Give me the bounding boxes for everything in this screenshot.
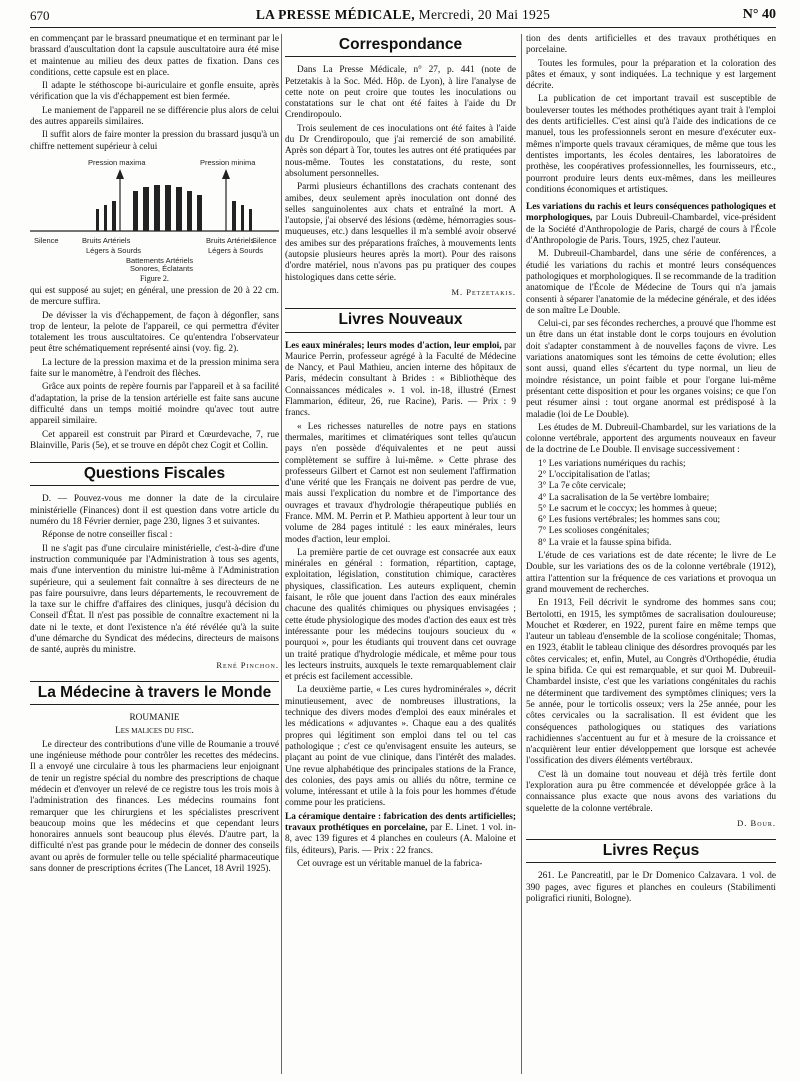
book-entry [285, 341, 516, 420]
variations-list [538, 459, 776, 549]
country-heading: ROUMANIE [129, 713, 180, 724]
book-title: Les eaux minérales; leurs modes d'action, leur emploi, [285, 340, 502, 351]
paragraph: La lecture de la pression maxima et de la pression minima sera faite sur le manomètre, à l'endroit des flèches. [30, 357, 279, 380]
book-details: par E. Linet. 1 vol. in-8, avec 139 figures et 4 planches en couleurs (A. Maloine et fils, éditeurs), Paris. — Prix : 22 francs. [285, 823, 516, 856]
label-pression-minima: Pression minima [200, 157, 256, 167]
book-title: Les variations du rachis et leurs conséquences pathologiques et morphologiques, [526, 202, 776, 224]
paragraph: C'est là un domaine tout nouveau et déjà très fertile dont l'exploration aura pu être commencée et développée grâce à la connaissance plus exacte que nous avons des variations du squelette de la colonne vertébrale. [526, 769, 776, 814]
book-entry [285, 812, 516, 857]
signature: René Pinchon. [216, 659, 279, 670]
paragraph: Grâce aux points de repère fournis par l'appareil et à sa facilité d'adaptation, la prise de la tension artérielle est faite sans aucune difficulté dans un temps moitié moindre qu'avec tout autre appareil similaire. [30, 382, 279, 427]
paragraph: De dévisser la vis d'échappement, de façon à dégonfler, sans trop de lenteur, la pelote de l'appareil, ce qui permettra d'éviter totalement les trous auscultatoires. Ce qu'entendra l'observateur peut être schématiquement représenté ainsi (voy. fig. 2). [30, 310, 279, 355]
section-title-livres-recus: Livres Reçus [526, 839, 776, 863]
list-item: 4° La sacralisation de la 5e vertèbre lombaire; [538, 492, 710, 503]
paragraph: Cet appareil est construit par Pirard et Cœurdevache, 7, rue Blainville, Paris (5e), et se trouve en dépôt chez Cogit et Collin. [30, 429, 279, 451]
paragraph: L'étude de ces variations est de date récente; le livre de Le Double, sur les variations des os de la colonne vertébrale (1912), attira l'attention sur la fréquence de ces variations et provoqua un grand mouvement de recherches. [526, 551, 776, 595]
label-silence-left: Silence [34, 235, 59, 245]
column-left [30, 34, 279, 1074]
column-divider [281, 34, 282, 1074]
label-bruits-left-sub: Légers à Sourds [86, 245, 142, 255]
paragraph: « Les richesses naturelles de notre pays en stations thermales, maritimes et climatériques sont telles qu'aucun pays n'en possède d'équivalentes et ne peut aussi complètement se suffire à lui-même. » Cette phrase des professeurs Gilbert et Carnot est non seulement l'affirmation d'une vérité que les Français ne doivent pas perdre de vue, mais aussi l'explication du nombre et de l'importance des ouvrages et travaux d'hydrologie thérapeutique publiés en France. MM. M. Perrin et P. Mathieu apportent à leur tour un volume de 284 pages intitulé : les eaux minérales, leurs modes d'action, leur emploi. [285, 421, 516, 545]
paragraph: en commençant par le brassard pneumatique et en terminant par le brassard d'auscultation dont la capsule auscultatoire aura été mise et maintenue au milieu des deux pattes de fixation. Dans ces conditions, cette capsule est en place. [30, 34, 279, 78]
issue-date: Mercredi, 20 Mai 1925 [418, 7, 551, 22]
column-divider [521, 34, 522, 1074]
paragraph: La publication de cet important travail est susceptible de bouleverser toutes les méthodes prothétiques ayant trait à l'emploi des dents artificielles. C'est ainsi qu'à l'aide des indications de ce manuel, tous les professionnels seront en mesure d'exécuter eux-mêmes n'importe quels travaux céramiques, de même que tous les dentistes importants, les écoles dentaires, les laboratoires de prothèse, les coopératives professionnelles, les fournisseurs, etc., pourront produire leurs dents eux-mêmes, dans les meilleures conditions économiques et artistiques. [526, 94, 776, 195]
figure-blood-pressure-diagram [30, 157, 279, 283]
column-right [526, 34, 776, 1074]
journal-title [30, 7, 776, 23]
paragraph: Dans La Presse Médicale, n° 27, p. 441 (note de Petzetakis à la Soc. Méd. Hôp. de Lyon), à lire l'analyse de cette note on peut croire que toutes les inoculations ou constatations sur le chat ont été faites à l'aide du Dr Crendiropoulo. [285, 65, 516, 121]
section-title-questions-fiscales: Questions Fiscales [30, 462, 279, 486]
book-details: par Maurice Perrin, professeur agrégé à la Faculté de Médecine de Nancy, et Paul Mathieu, ancien interne des hôpitaux de Paris, médecin consultant à Brides : « Bibliothèque des Connaissances médicales ». 1 vol. in-18, illustré (Ernest Flammarion, éditeur, 26, rue Racine), Paris. — Prix : 9 francs. [285, 340, 516, 419]
list-item: 6° Les fusions vertébrales; les hommes sans cou; [538, 515, 721, 526]
paragraph: Le maniement de l'appareil ne se différencie plus alors de celui des autres appareils similaires. [30, 105, 279, 128]
page-header [30, 6, 776, 28]
paragraph: Réponse de notre conseiller fiscal : [42, 530, 173, 541]
book-details: par Louis Dubreuil-Chambardel, vice-président de la Société d'Anthropologie de Paris, chargé de cours à l'École d'Anthropologie de Paris. Tours, 1925, chez l'auteur. [526, 213, 776, 247]
label-battements: Battements Artériels [126, 255, 194, 265]
list-item: 1° Les variations numériques du rachis; [538, 458, 686, 469]
paragraph: D. — Pouvez-vous me donner la date de la circulaire ministérielle (Finances) dont il est question dans votre article du numéro du 18 Février dernier, page 230, lignes 3 et suivantes. [30, 494, 279, 528]
book-title: La céramique dentaire : fabrication des dents artificielles; travaux prothétiques en porcelaine, [285, 811, 516, 833]
section-title-livres-nouveaux: Livres Nouveaux [285, 308, 516, 332]
signature: D. Bour. [737, 817, 776, 828]
label-bruits-right: Bruits Artériels [206, 235, 255, 245]
figure-caption: Figure 2. [140, 273, 169, 283]
label-battements-sub: Sonores, Éclatants [130, 263, 193, 273]
paragraph: La deuxième partie, « Les cures hydrominérales », décrit minutieusement, avec de nombreuses illustrations, la technique des divers modes d'emploi des eaux minérales et les médications « adjuvantes ». Chaque eau a des qualités propres qui légitiment son emploi dans tel ou tel cas pathologique ; c'est ce qu'envisagent ensuite les auteurs, se plaçant au point de vue clinique, dans l'intérêt des malades. Une revue alphabétique des principales stations de la France, des colonies, des pays amis ou alliés du nôtre, termine ce volume, intéressant et utile à la fois pour les hommes d'étude comme pour les praticiens. [285, 685, 516, 809]
list-item: 5° Le sacrum et le coccyx; les hommes à queue; [538, 503, 718, 514]
paragraph: Il suffit alors de faire monter la pression du brassard jusqu'à un chiffre nettement supérieur à celui [30, 130, 279, 152]
paragraph: Il adapte le stéthoscope bi-auriculaire et gonfle ensuite, après vérification que la vis d'échappement est bien fermée. [30, 81, 279, 103]
book-entry [526, 202, 776, 247]
issue-number: N° 40 [742, 7, 776, 22]
label-silence-right: Silence [252, 235, 277, 245]
label-pression-maxima: Pression maxima [88, 157, 146, 167]
paragraph: Les études de M. Dubreuil-Chambardel, sur les variations de la colonne vertébrale, apportent des arguments nouveaux en faveur de la doctrine de Le Double. Il envisage successivement : [526, 422, 776, 456]
paragraph: En 1913, Feil décrivit le syndrome des hommes sans cou; Bertolotti, en 1915, les symptômes de sacralisation douloureuse; Mouchet et Rœderer, en 1922, purent faire en même temps que l'auteur un tableau d'ensemble de la scoliose congénitale; Thomas, en 1923, établit le tableau clinique des désordres provoqués par les côtes cervicales; et, enfin, Mutel, au Congrès d'Orthopédie, étudia le spina bifida. Ce qui est remarquable, et sur quoi M. Dubreuil-Chambardel insiste, c'est que les variations congénitales du rachis ne déterminent que tardivement des symptômes cliniques; vers la 5e année, pour le torticolis osseux; vers la 25e année, pour les côtes cervicales ou la sacralisation. Il est évident que les conséquences pathologiques ou statiques des variations rachidiennes s'accentuent au fur et à mesure de la croissance et n'acquièrent leur entier développement que lorsque est achevée l'ossification des divers éléments vertébraux. [526, 598, 776, 767]
section-title-correspondance: Correspondance [285, 34, 516, 57]
paragraph: Celui-ci, par ses fécondes recherches, a prouvé que l'homme est un être dans un état instable dont le corps toujours en évolution doit s'adapter constamment à de nouvelles façons de vivre. Les variations anatomiques sont les témoins de cette évolution; elles sont aussi, quand elles s'écartent du type normal, un lieu de moindre résistance, un point faible et pour l'organe lui-même présentant cette disposition et pour les organes voisins; ce que l'on peut résumer ainsi : tout organe anormal est prédisposé à la maladie (loi de Le Double). [526, 319, 776, 420]
list-item: 3° La 7e côte cervicale; [538, 481, 626, 492]
paragraph: qui est supposé au sujet; en général, une pression de 20 à 22 cm. de mercure suffira. [30, 285, 279, 308]
paragraph: tion des dents artificielles et des travaux prothétiques en porcelaine. [526, 34, 776, 56]
paragraph: Il ne s'agit pas d'une circulaire ministérielle, c'est-à-dire d'une instruction communiquée par l'Administration à tous ses agents, mais d'une intervention du ministre lui-même à l'Administration supérieure, qui a seulement fait connaître à ses directeurs de ne pas faire poursuivre, dans leurs départements, le recouvrement de la taxe sur le chiffre d'affaires des cliniques, jusqu'à décision du Conseil d'État. Il n'est pas possible de connaître exactement ni la date ni le texte, et dont l'existence n'a été révélée qu'à la suite d'une démarche du Syndicat des médecins, directeurs de maisons de santé, auprès du ministre. [30, 543, 279, 656]
paragraph: Parmi plusieurs échantillons des crachats contenant des amibes, deux seulement après inoculation ont donné des selles sanguinolentes aux chats et entraîné la mort. A l'autopsie, j'ai observé des lésions (œdème, hémorragies sous-muqueuses, etc.) dans lesquelles il m'a semblé avoir observé des amibes sur des préparations fraîches, à mouvements lents (autopsie plusieurs heures après la mort). Pour des raisons d'ordre matériel, nous n'avons pas pu pratiquer des coupes histologiques dans cette série. [285, 182, 516, 283]
paragraph: La première partie de cet ouvrage est consacrée aux eaux minérales en général : formation, répartition, captage, exploitation, législation, constitution chimique, caractères physiques, classification. Les auteurs expliquent, chemin faisant, le rôle que jouent dans l'action des eaux minérales chacune des qualités chimiques ou physiques envisagées ; cette étude physiologique des modes d'action des eaux est très intéressante pour les médecins toujours soucieux du « pourquoi », pour les étudiants qui trouvent dans cet ouvrage un traité pratique d'hydrologie médicale, et même pour tous les lecteurs instruits, auxquels le texte remarquablement clair et précis est facilement accessible. [285, 547, 516, 683]
section-title-medecine-monde: La Médecine à travers le Monde [30, 681, 279, 705]
list-item: 7° Les scolioses congénitales; [538, 526, 650, 537]
paragraph: 261. Le Pancreatitl, par le Dr Domenico Calzavara. 1 vol. de 390 pages, avec figures et planches en couleurs (Stabilimenti poligrafici riuniti, Bologne). [526, 871, 776, 905]
paragraph: M. Dubreuil-Chambardel, dans une série de conférences, a étudié les variations du rachis et montré leurs conséquences pathologiques et morphologiques. Il se recommande de la tradition anatomique de l'École de Médecine de Tours qui n'a jamais consenti à séparer l'anatomie de la médecine générale, et des idées de son maître Le Double. [526, 249, 776, 316]
label-bruits-right-sub: Légers à Sourds [208, 245, 264, 255]
page-number: 670 [30, 8, 50, 23]
paragraph: Toutes les formules, pour la préparation et la coloration des pâtes et émaux, y sont indiquées. La technique y est largement décrite. [526, 58, 776, 92]
label-bruits-left: Bruits Artériels [82, 235, 131, 245]
paragraph: Cet ouvrage est un véritable manuel de la fabrica- [297, 858, 483, 869]
article-subtitle: Les malices du fisc. [115, 726, 194, 737]
list-item: 2° L'occipitalisation de l'atlas; [538, 469, 651, 480]
signature: M. Petzetakis. [451, 286, 516, 297]
list-item: 8° La vraie et la fausse spina bifida. [538, 537, 672, 548]
paragraph: Trois seulement de ces inoculations ont été faites à l'aide du Dr Crendiropoulo, que j'ai remercié de son amabilité. Après son départ à Tor, toutes les autres ont été pratiquées par nous-même. Toutes les constatations, du reste, sont absolument personnelles. [285, 123, 516, 179]
column-middle [285, 34, 516, 1074]
paragraph: Le directeur des contributions d'une ville de Roumanie a trouvé une ingénieuse méthode pour contrôler les recettes des médecins. Il a envoyé une circulaire à tous les pharmaciens leur enjoignant de tenir un registre spécial du nombre des prescriptions de chaque médecin et d'envoyer un relevé de ce registre tous les trois mois à l'administration des finances. Les médecins roumains font remarquer que les chirurgiens et les spécialistes prescrivent beaucoup moins que les médecins et que cependant leurs honoraires annuels sont beaucoup plus élevés. D'autre part, la difficulté n'est pas grande pour le médecin de donner des conseils avant ou après de formuler telle ou telle spécialité pharmaceutique sans donner de prescriptions écrites (The Lancet, 18 Avril 1925). [30, 739, 279, 875]
journal-name: LA PRESSE MÉDICALE, [255, 7, 415, 22]
